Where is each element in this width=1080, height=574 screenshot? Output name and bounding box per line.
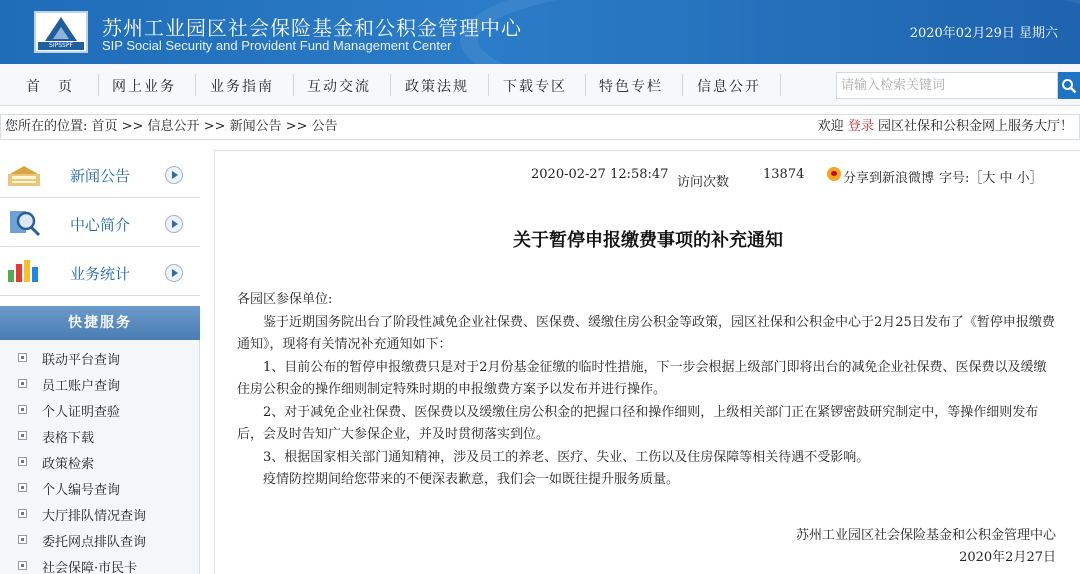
- quick-item-personal-id[interactable]: 个人编号查询: [0, 474, 200, 500]
- article-paragraph: 3、根据国家相关部门通知精神，涉及员工的养老、医疗、失业、工伤以及住房保障等相关待遇不受影响。: [263, 449, 870, 465]
- sidebar-item-label: 业务统计: [70, 265, 131, 283]
- sidebar-item-stats[interactable]: [0, 248, 200, 296]
- search-icon: [1061, 78, 1077, 94]
- sidebar-item-about[interactable]: [0, 199, 200, 247]
- current-date: 2020年02月29日 星期六: [909, 26, 1058, 41]
- bullet-icon: [18, 561, 27, 570]
- font-size-switcher[interactable]: 字号:［大 中 小］: [939, 171, 1043, 186]
- book-icon: [6, 158, 42, 190]
- nav-item-special[interactable]: 特色专栏: [599, 79, 663, 95]
- nav-item-online[interactable]: 网上业务: [112, 79, 176, 95]
- nav-item-interaction[interactable]: 互动交流: [307, 79, 371, 95]
- nav-item-download[interactable]: 下载专区: [503, 79, 567, 95]
- article-paragraph: 鉴于近期国务院出台了阶段性减免企业社保费、医保费、缓缴住房公积金等政策，园区社保和公积金中心于2月25日发布了《暂停申报缴费通知》，现将有关情况补充通知如下：: [237, 314, 1055, 352]
- bullet-icon: [18, 535, 27, 544]
- breadcrumb[interactable]: 您所在的位置: 首页 >> 信息公开 >> 新闻公告 >> 公告: [5, 119, 338, 134]
- header-banner: [0, 0, 1080, 64]
- quick-item-linkage[interactable]: 联动平台查询: [0, 344, 200, 370]
- bullet-icon: [18, 353, 27, 362]
- chevron-right-icon: [165, 264, 183, 282]
- nav-item-disclosure[interactable]: 信息公开: [697, 79, 761, 95]
- quick-item-hall-queue[interactable]: 大厅排队情况查询: [0, 500, 200, 526]
- article-panel: [214, 150, 1080, 574]
- signature-org: 苏州工业园区社会保险基金和公积金管理中心: [795, 528, 1056, 543]
- article-paragraph: 疫情防控期间给您带来的不便深表歉意，我们会一如既往提升服务质量。: [263, 472, 680, 487]
- sidebar-item-label: 新闻公告: [70, 167, 131, 185]
- welcome-text: 欢迎 登录 园区社保和公积金网上服务大厅！: [817, 119, 1073, 134]
- article-title: 关于暂停申报缴费事项的补充通知: [513, 230, 783, 251]
- login-link[interactable]: 登录: [847, 119, 874, 134]
- article-paragraph: 1、目前公布的暂停申报缴费只是对于2月份基金征缴的临时性措施，下一步会根据上级部门即将出台的减免企业社保费、医保费以及缓缴住房公积金的操作细则制定特殊时期的申报缴费方案予以发布并进行操作。: [237, 359, 1047, 397]
- article-paragraph: 2、对于减免企业社保费、医保费以及缓缴住房公积金的把握口径和操作细则，上级相关部门正在紧锣密鼓研究制定中，等操作细则发布后，会及时告知广大参保企业，并及时贯彻落实到位。: [237, 404, 1039, 442]
- chevron-right-icon: [165, 166, 183, 184]
- nav-item-guide[interactable]: 业务指南: [210, 79, 274, 95]
- site-title: 苏州工业园区社会保险基金和公积金管理中心: [102, 16, 522, 40]
- share-weibo-link[interactable]: 分享到新浪微博: [843, 171, 935, 186]
- search-input[interactable]: 请输入检索关键词: [836, 72, 1058, 99]
- signature-date: 2020年2月27日: [959, 550, 1056, 565]
- quick-services-list: [0, 340, 200, 574]
- quick-item-employee-account[interactable]: 员工账户查询: [0, 370, 200, 396]
- article-greeting: 各园区参保单位:: [237, 292, 333, 307]
- sidebar: [0, 150, 200, 574]
- bullet-icon: [18, 483, 27, 492]
- quick-item-branch-queue[interactable]: 委托网点排队查询: [0, 526, 200, 552]
- bullet-icon: [18, 431, 27, 440]
- bullet-icon: [18, 509, 27, 518]
- weibo-icon: [827, 167, 841, 181]
- article-signature: [796, 525, 1056, 569]
- site-logo[interactable]: SIPSSPF: [34, 11, 88, 53]
- quick-item-forms[interactable]: 表格下载: [0, 422, 200, 448]
- article-datetime: 2020-02-27 12:58:47: [531, 167, 669, 182]
- bullet-icon: [18, 405, 27, 414]
- bar-chart-icon: [6, 256, 42, 288]
- magnifier-icon: [6, 207, 42, 239]
- quick-services-header: 快捷服务: [0, 306, 200, 340]
- search-button[interactable]: [1058, 72, 1080, 99]
- article-body: [237, 289, 1059, 492]
- bullet-icon: [18, 457, 27, 466]
- breadcrumb-bar: [0, 114, 1080, 140]
- bullet-icon: [18, 379, 27, 388]
- sidebar-item-label: 中心简介: [70, 216, 131, 234]
- quick-item-certificate[interactable]: 个人证明查验: [0, 396, 200, 422]
- sidebar-item-news[interactable]: [0, 150, 200, 198]
- nav-item-home[interactable]: 首 页: [26, 79, 74, 95]
- quick-item-policy-search[interactable]: 政策检索: [0, 448, 200, 474]
- visits-label: 访问次数: [677, 175, 730, 190]
- nav-item-policy[interactable]: 政策法规: [405, 79, 469, 95]
- visits-count: 13874: [763, 167, 805, 182]
- chevron-right-icon: [165, 215, 183, 233]
- site-subtitle: SIP Social Security and Provident Fund Management Center: [102, 38, 452, 53]
- quick-item-citizen-card[interactable]: 社会保障·市民卡: [0, 552, 200, 574]
